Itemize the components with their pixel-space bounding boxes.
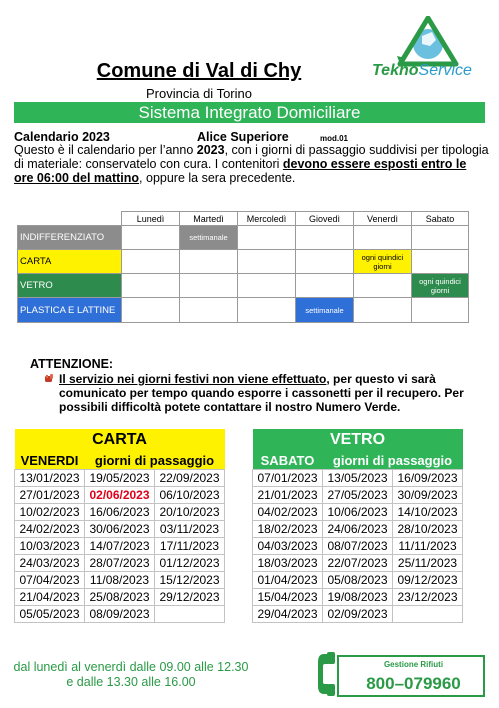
logo-word-service: Service <box>418 62 472 79</box>
grid-row <box>18 226 469 250</box>
intro-bold: devono essere esposti entro le ore 06:00 del mattino <box>14 157 467 185</box>
grid-row <box>18 298 469 323</box>
office-hours-line-1: dal lunedì al venerdì dalle 09.00 alle 12.30 <box>13 660 249 674</box>
date-row <box>15 470 225 487</box>
schedule-cell: ogni quindici giorni <box>354 250 412 274</box>
date-cell: 11/11/2023 <box>393 538 463 555</box>
schedule-cell <box>412 298 469 323</box>
schedule-cell <box>122 274 180 298</box>
date-row <box>15 606 225 623</box>
schedule-cell <box>122 298 180 323</box>
date-cell: 11/08/2023 <box>85 572 155 589</box>
date-row <box>253 521 463 538</box>
date-cell: 01/04/2023 <box>253 572 323 589</box>
intro-text-2: , con i giorni di passaggio suddivisi per tipologia di materiale: conservatelo con cura. I contenitori <box>14 143 489 171</box>
carta-subtitle: giorni di passaggio <box>85 451 225 470</box>
date-cell: 10/03/2023 <box>15 538 85 555</box>
vetro-dates-table <box>252 429 463 623</box>
schedule-cell <box>296 250 354 274</box>
date-cell: 14/10/2023 <box>393 504 463 521</box>
date-row <box>15 555 225 572</box>
schedule-cell <box>296 274 354 298</box>
day-header: Sabato <box>412 212 469 226</box>
intro-paragraph <box>14 143 489 185</box>
carta-day: VENERDI <box>15 451 85 470</box>
date-cell: 08/09/2023 <box>85 606 155 623</box>
date-cell: 17/11/2023 <box>155 538 225 555</box>
date-row <box>15 572 225 589</box>
date-cell: 29/12/2023 <box>155 589 225 606</box>
date-row <box>253 538 463 555</box>
banner: Sistema Integrato Domiciliare <box>14 102 485 123</box>
schedule-cell <box>412 250 469 274</box>
schedule-cell <box>238 226 296 250</box>
date-row <box>15 521 225 538</box>
date-row <box>15 589 225 606</box>
calendar-label: Calendario 2023 <box>14 130 110 144</box>
date-row <box>15 487 225 504</box>
intro-text-3: , oppure la sera precedente. <box>139 171 296 185</box>
date-row <box>253 487 463 504</box>
schedule-cell <box>180 250 238 274</box>
date-cell: 21/04/2023 <box>15 589 85 606</box>
day-header: Mercoledì <box>238 212 296 226</box>
date-cell: 08/07/2023 <box>323 538 393 555</box>
date-cell: 15/12/2023 <box>155 572 225 589</box>
attention-underlined: Il servizio nei giorni festivi non viene effettuato <box>59 372 327 386</box>
date-cell: 25/11/2023 <box>393 555 463 572</box>
logo-wordmark <box>372 62 488 80</box>
calendar-line <box>14 130 484 144</box>
date-cell: 04/02/2023 <box>253 504 323 521</box>
vetro-subtitle: giorni di passaggio <box>323 451 463 470</box>
schedule-cell <box>122 226 180 250</box>
date-row <box>15 538 225 555</box>
date-cell: 25/08/2023 <box>85 589 155 606</box>
date-cell: 21/01/2023 <box>253 487 323 504</box>
day-header: Lunedì <box>122 212 180 226</box>
material-label: PLASTICA E LATTINE <box>18 298 122 323</box>
date-cell: 28/07/2023 <box>85 555 155 572</box>
phone-label: Gestione Rifiuti <box>383 660 444 669</box>
teknoservice-logo <box>370 16 486 98</box>
schedule-cell <box>412 226 469 250</box>
date-cell: 24/06/2023 <box>323 521 393 538</box>
date-cell: 22/09/2023 <box>155 470 225 487</box>
date-cell: 19/05/2023 <box>85 470 155 487</box>
office-hours-line-2: e dalle 13.30 alle 16.00 <box>66 675 196 689</box>
vetro-day: SABATO <box>253 451 323 470</box>
grid-header-row <box>18 212 469 226</box>
date-cell: 10/06/2023 <box>323 504 393 521</box>
grid-row <box>18 274 469 298</box>
schedule-cell <box>238 298 296 323</box>
phone-number[interactable]: 800–079960 <box>366 674 461 693</box>
material-label: CARTA <box>18 250 122 274</box>
date-cell <box>393 606 463 623</box>
attention-text <box>59 372 484 414</box>
office-hours <box>0 660 262 690</box>
date-cell: 15/04/2023 <box>253 589 323 606</box>
grid-corner <box>18 212 122 226</box>
vetro-title: VETRO <box>253 429 463 451</box>
warning-hand-icon <box>44 373 55 384</box>
date-row <box>15 504 225 521</box>
date-cell: 06/10/2023 <box>155 487 225 504</box>
schedule-cell <box>296 226 354 250</box>
date-cell: 03/11/2023 <box>155 521 225 538</box>
date-row <box>253 470 463 487</box>
carta-dates-table <box>14 429 225 623</box>
schedule-cell <box>354 274 412 298</box>
town-name: Alice Superiore <box>197 130 289 144</box>
date-cell: 05/08/2023 <box>323 572 393 589</box>
schedule-cell <box>238 274 296 298</box>
date-cell: 01/12/2023 <box>155 555 225 572</box>
date-cell: 04/03/2023 <box>253 538 323 555</box>
schedule-cell <box>238 250 296 274</box>
date-cell: 27/01/2023 <box>15 487 85 504</box>
weekly-schedule-grid <box>17 211 469 323</box>
date-cell: 07/04/2023 <box>15 572 85 589</box>
date-cell: 14/07/2023 <box>85 538 155 555</box>
date-cell: 13/05/2023 <box>323 470 393 487</box>
attention-title: ATTENZIONE: <box>30 357 114 371</box>
date-cell: 02/09/2023 <box>323 606 393 623</box>
date-cell: 13/01/2023 <box>15 470 85 487</box>
date-cell: 02/06/2023 <box>85 487 155 504</box>
date-cell: 05/05/2023 <box>15 606 85 623</box>
schedule-cell: settimanale <box>180 226 238 250</box>
schedule-cell: settimanale <box>296 298 354 323</box>
date-row <box>253 589 463 606</box>
schedule-cell <box>180 298 238 323</box>
date-cell: 20/10/2023 <box>155 504 225 521</box>
day-header: Venerdì <box>354 212 412 226</box>
date-cell: 24/03/2023 <box>15 555 85 572</box>
date-row <box>253 572 463 589</box>
schedule-cell <box>354 226 412 250</box>
date-cell: 18/02/2023 <box>253 521 323 538</box>
page-title: Comune di Val di Chy <box>96 60 302 82</box>
day-header: Martedì <box>180 212 238 226</box>
module-code: mod.01 <box>320 134 349 143</box>
phone-icon <box>318 654 328 694</box>
date-cell: 24/02/2023 <box>15 521 85 538</box>
intro-text-1: Questo è il calendario per l’anno <box>14 143 197 157</box>
date-cell: 30/09/2023 <box>393 487 463 504</box>
date-row <box>253 606 463 623</box>
date-cell: 28/10/2023 <box>393 521 463 538</box>
date-cell: 23/12/2023 <box>393 589 463 606</box>
schedule-cell <box>122 250 180 274</box>
date-cell: 29/04/2023 <box>253 606 323 623</box>
date-cell: 16/06/2023 <box>85 504 155 521</box>
date-cell <box>155 606 225 623</box>
date-cell: 18/03/2023 <box>253 555 323 572</box>
grid-row <box>18 250 469 274</box>
material-label: INDIFFERENZIATO <box>18 226 122 250</box>
date-cell: 19/08/2023 <box>323 589 393 606</box>
date-cell: 22/07/2023 <box>323 555 393 572</box>
date-cell: 30/06/2023 <box>85 521 155 538</box>
carta-title: CARTA <box>15 429 225 451</box>
schedule-cell: ogni quindici giorni <box>412 274 469 298</box>
schedule-cell <box>354 298 412 323</box>
material-label: VETRO <box>18 274 122 298</box>
day-header: Giovedì <box>296 212 354 226</box>
attention-rest: , per questo vi sarà comunicato per tempo quando esporre i cassonetti per il recupero. Per possibili difficoltà potete contattare il nostro Numero Verde. <box>59 372 464 414</box>
date-cell: 10/02/2023 <box>15 504 85 521</box>
date-row <box>253 555 463 572</box>
date-cell: 07/01/2023 <box>253 470 323 487</box>
date-cell: 09/12/2023 <box>393 572 463 589</box>
date-row <box>253 504 463 521</box>
page-subtitle: Provincia di Torino <box>146 86 252 101</box>
schedule-cell <box>180 274 238 298</box>
date-cell: 16/09/2023 <box>393 470 463 487</box>
logo-word-tekno: Tekno <box>372 62 419 79</box>
intro-year: 2023 <box>196 143 225 157</box>
date-cell: 27/05/2023 <box>323 487 393 504</box>
